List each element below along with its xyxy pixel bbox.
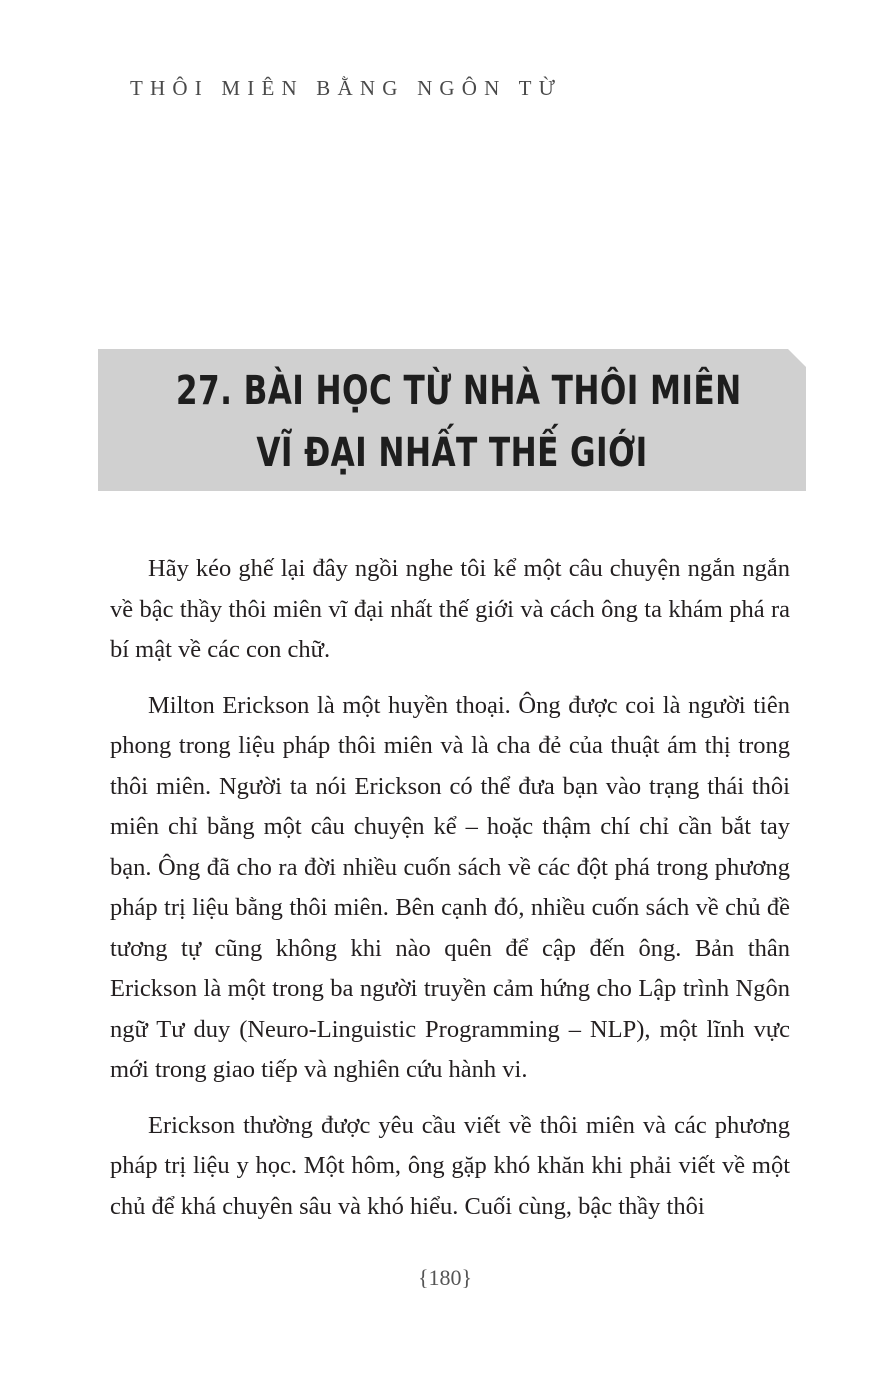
paragraph: Erickson thường được yêu cầu viết về thôi miên và các phương pháp trị liệu y học. Một hôm, ông gặp khó khăn khi phải viết về một chủ để khá chuyên sâu và khó hiểu. Cuối cùng, bậc thầy thôi bbox=[110, 1111, 790, 1220]
chapter-title-line-2: VĨ ĐẠI NHẤT THẾ GIỚI bbox=[256, 430, 648, 476]
chapter-title bbox=[175, 360, 742, 484]
page-number: {180} bbox=[417, 1265, 473, 1290]
running-header: THÔI MIÊN BẰNG NGÔN TỪ bbox=[130, 76, 563, 100]
paragraph: Milton Erickson là một huyền thoại. Ông được coi là người tiên phong trong liệu pháp thôi miên và là cha đẻ của thuật ám thị trong thôi miên. Người ta nói Erickson có thể đưa bạn vào trạng thái thôi miên chỉ bằng một câu chuyện kể – hoặc thậm chí chỉ cần bắt tay bạn. Ông đã cho ra đời nhiều cuốn sách về các đột phá trong phương pháp trị liệu bằng thôi miên. Bên cạnh đó, nhiều cuốn sách về chủ đề tương tự cũng không khi nào quên để cập đến ông. Bản thân Erickson là một trong ba người truyền cảm hứng cho Lập trình Ngôn ngữ Tư duy (Neuro-Linguistic Programming – NLP), một lĩnh vực mới trong giao tiếp và nghiên cứu hành vi. bbox=[110, 691, 790, 1083]
paragraph: Hãy kéo ghế lại đây ngồi nghe tôi kể một câu chuyện ngắn ngắn về bậc thầy thôi miên vĩ đại nhất thế giới và cách ông ta khám phá ra bí mật về các con chữ. bbox=[110, 555, 790, 663]
body-text bbox=[110, 549, 790, 1242]
chapter-title-line-1: 27. BÀI HỌC TỪ NHÀ THÔI MIÊN bbox=[175, 368, 742, 414]
